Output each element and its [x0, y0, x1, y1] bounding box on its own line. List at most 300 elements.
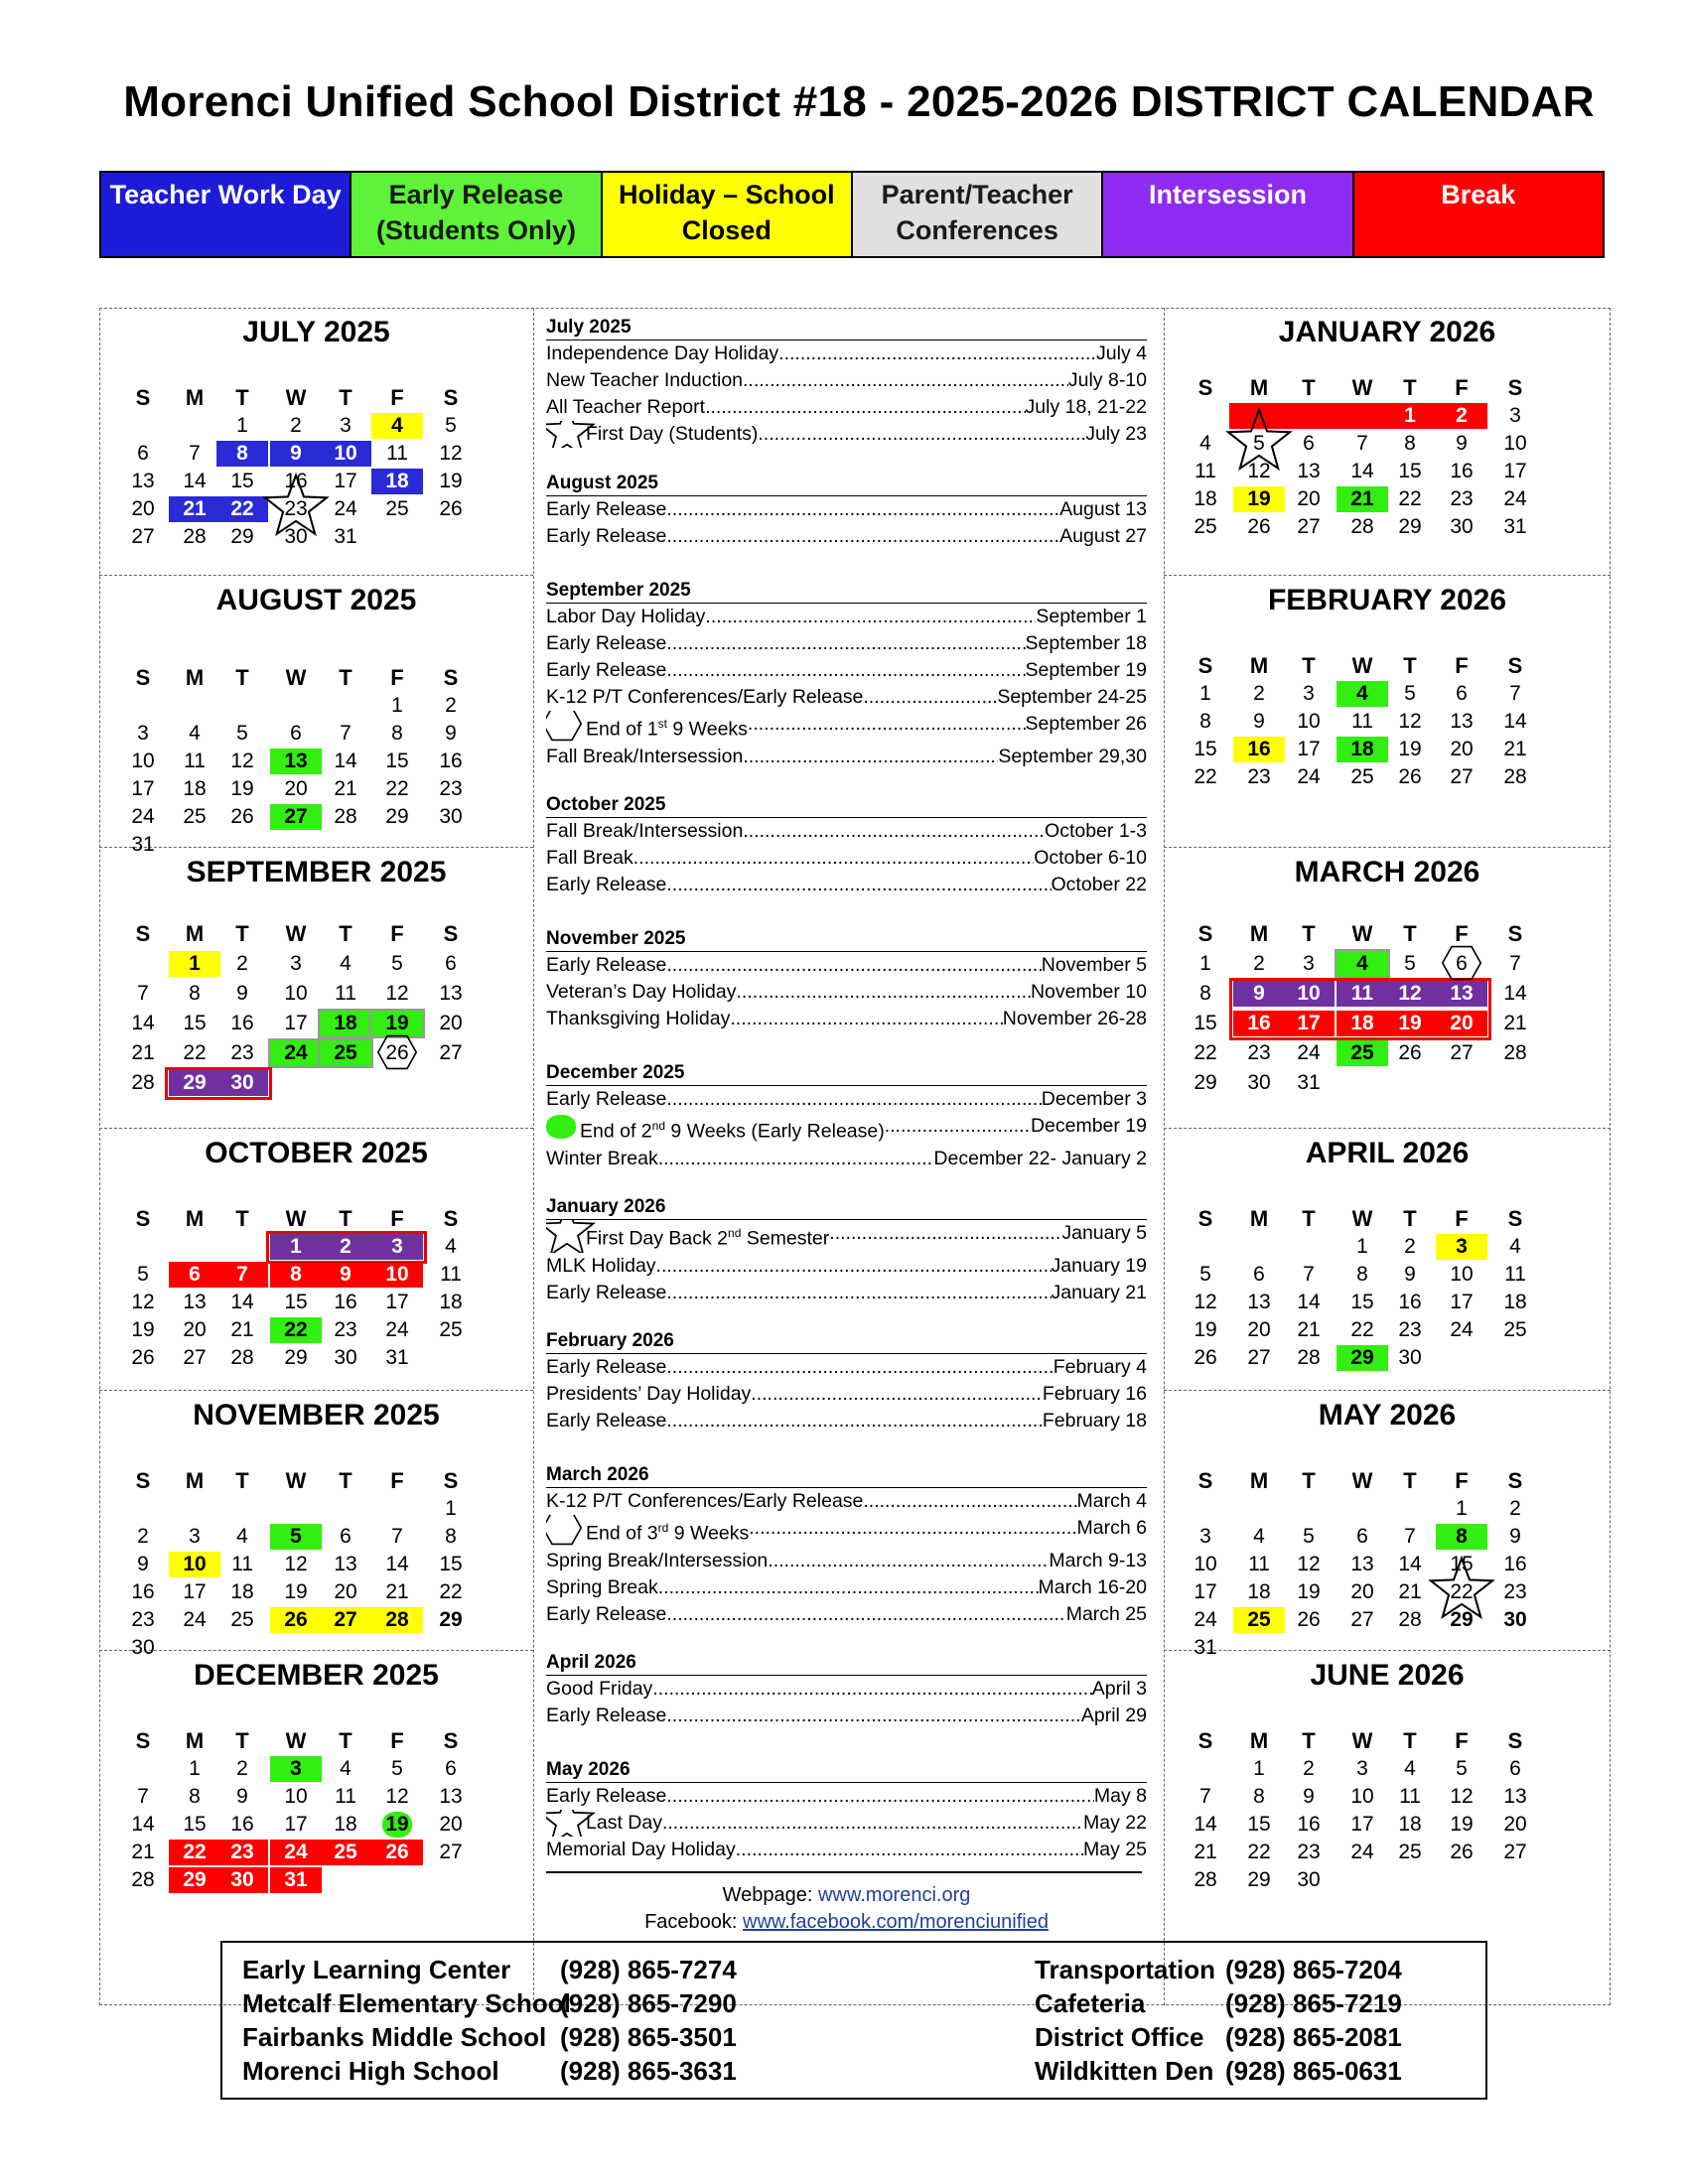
event-row: [546, 711, 1147, 744]
dot-leader: [652, 1676, 1091, 1703]
weekday-label: M: [185, 1206, 205, 1231]
day-cell: 8: [445, 1525, 457, 1548]
day-cell: 11: [231, 1553, 253, 1575]
day-cell: 8: [391, 722, 403, 745]
day-cell: 14: [1297, 1291, 1321, 1313]
day-cell: 23: [1398, 1318, 1422, 1341]
week-row: [99, 1040, 533, 1066]
event-name: [546, 818, 743, 845]
event-row: [546, 394, 1147, 421]
day-cell: 7: [340, 722, 352, 745]
event-row: [546, 1280, 1147, 1306]
day-cell: 21: [385, 1580, 409, 1603]
day-cell: 6: [137, 442, 149, 465]
day-cell: 23: [1503, 1580, 1527, 1603]
day-cell: 28: [1194, 1868, 1217, 1891]
event-label: New Teacher Induction: [546, 369, 744, 391]
events-section-heading: September 2025: [546, 579, 1147, 604]
day-cell: 7: [216, 1262, 268, 1288]
day-cell: 18: [1336, 737, 1388, 762]
day-cell: 27: [1503, 1841, 1527, 1863]
weekday-label: W: [285, 385, 307, 410]
day-cell: 20: [284, 777, 308, 800]
event-date: March 4: [1076, 1490, 1147, 1512]
week-row: [99, 1011, 533, 1036]
day-cell: 1: [445, 1497, 457, 1520]
weekday-label: S: [1197, 653, 1213, 678]
day-cell: 24: [1503, 487, 1527, 510]
day-cell: 4: [445, 1235, 457, 1258]
day-cell: 23: [1297, 1841, 1321, 1863]
event-name: [546, 1253, 656, 1280]
day-cell: 9: [1303, 1785, 1315, 1808]
weekday-label: M: [185, 385, 205, 410]
contact-phone: (928) 865-3631: [560, 2056, 737, 2086]
day-cell: 10: [169, 1552, 220, 1577]
day-cell: 24: [270, 1840, 322, 1865]
weekday-label: W: [1351, 375, 1373, 400]
hexagon-icon: [377, 1033, 417, 1076]
week-row: [99, 1784, 533, 1810]
dot-leader: [705, 604, 1036, 630]
week-row: [99, 1524, 533, 1550]
weekday-header-row: [1164, 1468, 1611, 1494]
event-label: Early Release: [546, 1281, 667, 1303]
day-cell: 27: [439, 1041, 463, 1064]
day-cell: 5: [1199, 1263, 1211, 1286]
weekday-label: S: [1507, 1468, 1523, 1493]
green-dot-icon: [546, 1113, 580, 1140]
day-cell: 10: [131, 750, 155, 772]
hexagon-icon: [546, 711, 586, 738]
day-cell: 1: [1199, 952, 1211, 975]
event-row: [546, 872, 1147, 898]
contact-box: [220, 1941, 1487, 2100]
event-row: [546, 523, 1147, 550]
day-cell: 19: [230, 777, 254, 800]
event-name: [546, 1837, 736, 1863]
week-row: [99, 524, 533, 550]
day-cell: 9: [270, 441, 322, 467]
day-cell: 21: [131, 1041, 155, 1064]
dot-leader: [743, 744, 998, 770]
day-cell: 8: [1356, 1263, 1368, 1286]
day-cell: 20: [1450, 738, 1474, 760]
event-label: Fall Break/Intersession: [546, 745, 744, 767]
day-cell: 8: [1199, 710, 1211, 733]
day-cell: 23: [439, 777, 463, 800]
weekday-label: M: [1249, 375, 1269, 400]
week-row: [1164, 1524, 1611, 1550]
contact-phone: (928) 865-2081: [1225, 2022, 1402, 2052]
dot-leader: [666, 872, 1051, 898]
day-cell: 26: [270, 1607, 322, 1633]
day-cell: 30: [1503, 1608, 1527, 1631]
events-section-heading: November 2025: [546, 927, 1147, 952]
week-row: [1164, 1784, 1611, 1810]
day-cell: 12: [385, 1785, 409, 1808]
left-month-column: [99, 308, 533, 2005]
events-section: [546, 472, 1147, 550]
weekday-label: S: [1197, 1728, 1213, 1753]
weekday-label: S: [1507, 375, 1523, 400]
weekday-label: M: [185, 921, 205, 946]
day-cell: 14: [1503, 982, 1527, 1005]
day-cell: 19: [371, 1011, 423, 1036]
dot-leader: [748, 711, 1026, 744]
event-date: April 29: [1080, 1705, 1147, 1726]
weekday-label: W: [1351, 1728, 1373, 1753]
day-cell: 17: [1283, 1011, 1335, 1036]
day-cell: 6: [1456, 682, 1468, 705]
day-cell: 16: [1450, 460, 1474, 482]
week-row: [1164, 1262, 1611, 1288]
day-cell: 12: [1247, 460, 1271, 482]
event-date: May 8: [1093, 1785, 1147, 1807]
week-row: [1164, 1840, 1611, 1865]
day-cell: 18: [230, 1580, 254, 1603]
day-cell: 3: [371, 1234, 423, 1260]
day-cell: 22: [216, 496, 268, 522]
legend-item: Teacher Work Day: [101, 173, 352, 256]
month-title: JANUARY 2026: [1278, 316, 1496, 348]
event-label: All Teacher Report: [546, 396, 706, 418]
day-cell: 22: [1450, 1580, 1474, 1603]
day-cell: 3: [340, 414, 352, 437]
day-cell: 2: [1253, 682, 1265, 705]
event-row: [546, 1548, 1147, 1574]
weekday-header-row: [99, 1468, 533, 1494]
day-cell: 19: [439, 470, 463, 492]
day-cell: 21: [230, 1318, 254, 1341]
event-name: [546, 1574, 658, 1601]
day-cell: 6: [1356, 1525, 1368, 1548]
day-cell: 26: [371, 1840, 423, 1865]
day-cell: 3: [137, 722, 149, 745]
weekday-label: T: [1403, 921, 1417, 946]
dot-leader: [633, 845, 1034, 872]
day-cell: 16: [1297, 1813, 1321, 1836]
day-cell: 17: [183, 1580, 207, 1603]
events-section: [546, 1463, 1147, 1628]
weekday-label: W: [285, 921, 307, 946]
weekday-header-row: [99, 1206, 533, 1232]
dot-leader: [730, 1006, 1002, 1032]
day-cell: 13: [1503, 1785, 1527, 1808]
day-cell: 17: [334, 470, 357, 492]
weekday-label: T: [1302, 375, 1316, 400]
month-title: MARCH 2026: [1294, 856, 1480, 888]
day-cell: 13: [183, 1291, 207, 1313]
contact-name: Fairbanks Middle School: [242, 2022, 547, 2052]
weekday-label: S: [135, 1206, 151, 1231]
weekday-label: M: [1249, 921, 1269, 946]
events-section-heading: July 2025: [546, 316, 1147, 341]
day-cell: 18: [1398, 1813, 1422, 1836]
month-calendar: [99, 308, 533, 576]
weekday-label: M: [1249, 1728, 1269, 1753]
event-name: [546, 1280, 666, 1306]
day-cell: 19: [284, 1580, 308, 1603]
month-calendar: [1164, 1391, 1611, 1659]
event-label: Early Release: [546, 1785, 667, 1807]
weekday-label: S: [135, 665, 151, 690]
day-cell: 4: [371, 413, 423, 439]
event-label: Early Release: [546, 659, 667, 681]
day-cell: 16: [1398, 1291, 1422, 1313]
day-cell: 24: [1350, 1841, 1374, 1863]
day-cell: 7: [137, 1785, 149, 1808]
star-icon: [546, 1220, 586, 1247]
day-cell: 25: [230, 1608, 254, 1631]
day-cell: 29: [1398, 515, 1422, 538]
weekday-label: T: [339, 665, 352, 690]
day-cell: 19: [1384, 1011, 1436, 1036]
day-cell: 22: [1247, 1841, 1271, 1863]
event-date: December 3: [1041, 1088, 1147, 1110]
month-title: JULY 2025: [242, 316, 390, 348]
day-cell: 21: [1398, 1580, 1422, 1603]
dot-leader: [658, 1574, 1039, 1601]
day-cell: 14: [230, 1291, 254, 1313]
day-cell: 21: [1194, 1841, 1217, 1863]
weekday-label: W: [285, 1206, 307, 1231]
day-cell: 3: [1436, 1234, 1487, 1260]
event-date: September 29,30: [998, 745, 1147, 767]
day-cell: 27: [270, 804, 322, 830]
day-cell: 23: [1450, 487, 1474, 510]
weekday-label: S: [443, 665, 459, 690]
weekday-label: S: [135, 1728, 151, 1753]
page-title: Morenci Unified School District #18 - 2025-2026 DISTRICT CALENDAR: [123, 77, 1595, 126]
day-cell: 9: [236, 1785, 248, 1808]
day-cell: 4: [1336, 681, 1388, 707]
week-row: [99, 776, 533, 802]
weekday-label: T: [339, 1728, 352, 1753]
day-cell: 20: [1436, 1011, 1487, 1036]
day-cell: 7: [1509, 682, 1521, 705]
day-cell: 16: [230, 1012, 254, 1034]
event-row: [546, 1676, 1147, 1703]
month-title: SEPTEMBER 2025: [186, 856, 447, 888]
day-cell: 1: [391, 694, 403, 717]
day-cell: 24: [1297, 765, 1321, 788]
event-row: [546, 630, 1147, 657]
event-name: [546, 979, 737, 1006]
day-cell: 13: [1247, 1291, 1271, 1313]
legend-item: Parent/Teacher Conferences: [853, 173, 1103, 256]
day-cell: 9: [137, 1553, 149, 1575]
day-cell: 16: [1503, 1553, 1527, 1575]
day-cell: 19: [385, 1813, 409, 1836]
event-label: Presidents’ Day Holiday: [546, 1383, 752, 1405]
day-cell: 13: [439, 982, 463, 1005]
day-cell: 4: [1336, 951, 1388, 977]
column-divider: [533, 308, 534, 2005]
day-cell: 26: [1247, 515, 1271, 538]
day-cell: 17: [1350, 1813, 1374, 1836]
weekday-header-row: [1164, 1728, 1611, 1754]
day-cell: 3: [290, 952, 302, 975]
weekday-label: M: [1249, 653, 1269, 678]
week-row: [1164, 1070, 1611, 1096]
day-cell: 13: [439, 1785, 463, 1808]
day-cell: 27: [1247, 1346, 1271, 1369]
weekday-label: F: [1455, 653, 1469, 678]
weekday-label: S: [1507, 921, 1523, 946]
facebook-link[interactable]: www.facebook.com/morenciunified: [743, 1911, 1049, 1933]
day-cell: 20: [1297, 487, 1321, 510]
day-cell: 29: [169, 1867, 220, 1893]
weekday-label: T: [339, 1206, 352, 1231]
event-date: July 23: [1085, 423, 1147, 445]
event-label: K-12 P/T Conferences/Early Release: [546, 686, 864, 708]
day-cell: 25: [1503, 1318, 1527, 1341]
day-cell: 1: [1253, 1757, 1265, 1780]
week-row: [99, 749, 533, 774]
day-cell: 4: [1404, 1757, 1416, 1780]
day-cell: 28: [371, 1607, 423, 1633]
day-cell: 4: [236, 1525, 248, 1548]
weekday-label: T: [235, 385, 249, 410]
day-cell: 23: [284, 497, 308, 520]
event-label: Last Day: [586, 1812, 662, 1834]
dot-leader: [666, 1408, 1042, 1434]
day-cell: 28: [230, 1346, 254, 1369]
event-name: [546, 872, 666, 898]
weekday-label: T: [339, 1468, 352, 1493]
day-cell: 3: [1303, 952, 1315, 975]
events-section: [546, 793, 1147, 898]
month-calendar: [99, 576, 533, 856]
event-label: Early Release: [546, 954, 667, 976]
event-name: [546, 496, 666, 523]
event-row: [546, 421, 1147, 448]
day-cell: 28: [1398, 1608, 1422, 1631]
day-cell: 24: [1450, 1318, 1474, 1341]
event-label: Early Release: [546, 632, 667, 654]
dot-leader: [666, 1703, 1080, 1729]
event-date: December 22- January 2: [933, 1147, 1147, 1169]
day-cell: 2: [445, 694, 457, 717]
events-end-rule: [546, 1871, 1142, 1873]
day-cell: 30: [439, 805, 463, 828]
week-row: [99, 981, 533, 1007]
weekday-label: F: [390, 665, 404, 690]
day-cell: 2: [1303, 1757, 1315, 1780]
day-cell: 18: [371, 469, 423, 494]
month-calendar: [1164, 308, 1611, 576]
day-cell: 7: [137, 982, 149, 1005]
dot-leader: [743, 818, 1045, 845]
day-cell: 19: [1297, 1580, 1321, 1603]
events-section: [546, 1329, 1147, 1434]
day-cell: 6: [445, 952, 457, 975]
day-cell: 15: [439, 1553, 463, 1575]
event-name: [546, 657, 666, 684]
day-cell: 4: [189, 722, 201, 745]
dot-leader: [749, 1515, 1076, 1548]
week-row: [1164, 1234, 1611, 1260]
day-cell: 29: [439, 1608, 463, 1631]
day-cell: 28: [1350, 515, 1374, 538]
weekday-label: S: [1197, 375, 1213, 400]
event-label: Independence Day Holiday: [546, 342, 779, 364]
event-row: [546, 1381, 1147, 1408]
event-date: November 26-28: [1002, 1008, 1147, 1029]
event-date: July 8-10: [1067, 369, 1147, 391]
event-label: Good Friday: [546, 1678, 653, 1700]
event-row: [546, 1220, 1147, 1253]
event-label: Veteran’s Day Holiday: [546, 981, 737, 1003]
event-row: [546, 952, 1147, 979]
event-label: First Day (Students): [586, 423, 759, 445]
weekday-label: M: [1249, 1206, 1269, 1231]
day-cell: 1: [236, 414, 248, 437]
week-row: [99, 441, 533, 467]
day-cell: 5: [1456, 1757, 1468, 1780]
weekday-label: F: [1455, 375, 1469, 400]
day-cell: 6: [1303, 432, 1315, 455]
day-cell: 24: [270, 1040, 322, 1066]
day-cell: 13: [1436, 981, 1487, 1007]
dot-leader: [743, 367, 1068, 394]
event-row: [546, 1408, 1147, 1434]
event-label: Early Release: [546, 874, 667, 895]
events-section-heading: August 2025: [546, 472, 1147, 496]
event-date: January 5: [1061, 1222, 1147, 1244]
day-cell: 11: [1504, 1263, 1526, 1286]
event-row: [546, 1146, 1147, 1172]
day-cell: 18: [320, 1011, 371, 1036]
day-cell: 10: [1283, 981, 1335, 1007]
weekday-label: S: [1507, 1206, 1523, 1231]
events-section-heading: January 2026: [546, 1195, 1147, 1220]
day-cell: 8: [1436, 1524, 1487, 1550]
event-label: K-12 P/T Conferences/Early Release: [546, 1490, 864, 1512]
weekday-label: S: [443, 1206, 459, 1231]
weekday-label: W: [1351, 1468, 1373, 1493]
day-cell: 1: [1199, 682, 1211, 705]
weekday-label: F: [390, 1468, 404, 1493]
weekday-header-row: [99, 385, 533, 411]
dot-leader: [666, 523, 1059, 550]
day-cell: 23: [216, 1840, 268, 1865]
day-cell: 3: [1303, 682, 1315, 705]
star-icon: [546, 421, 586, 448]
contact-name: Cafeteria: [1035, 1988, 1146, 2018]
day-cell: 10: [1194, 1553, 1217, 1575]
day-cell: 2: [1404, 1235, 1416, 1258]
day-cell: 25: [439, 1318, 463, 1341]
dot-leader: [863, 1488, 1076, 1515]
weekday-label: W: [285, 1468, 307, 1493]
dot-leader: [751, 1381, 1043, 1408]
day-cell: 18: [1336, 1011, 1388, 1036]
week-row: [1164, 1290, 1611, 1315]
day-cell: 10: [320, 441, 371, 467]
webpage-link[interactable]: www.morenci.org: [817, 1884, 971, 1906]
day-cell: 15: [183, 1012, 207, 1034]
event-date: September 26: [1025, 713, 1147, 735]
week-row: [1164, 681, 1611, 707]
day-cell: 8: [1404, 432, 1416, 455]
event-name: [546, 1086, 666, 1113]
event-date: March 16-20: [1038, 1575, 1147, 1598]
event-name: [546, 604, 705, 630]
event-name: [546, 523, 666, 550]
day-cell: 22: [169, 1840, 220, 1865]
